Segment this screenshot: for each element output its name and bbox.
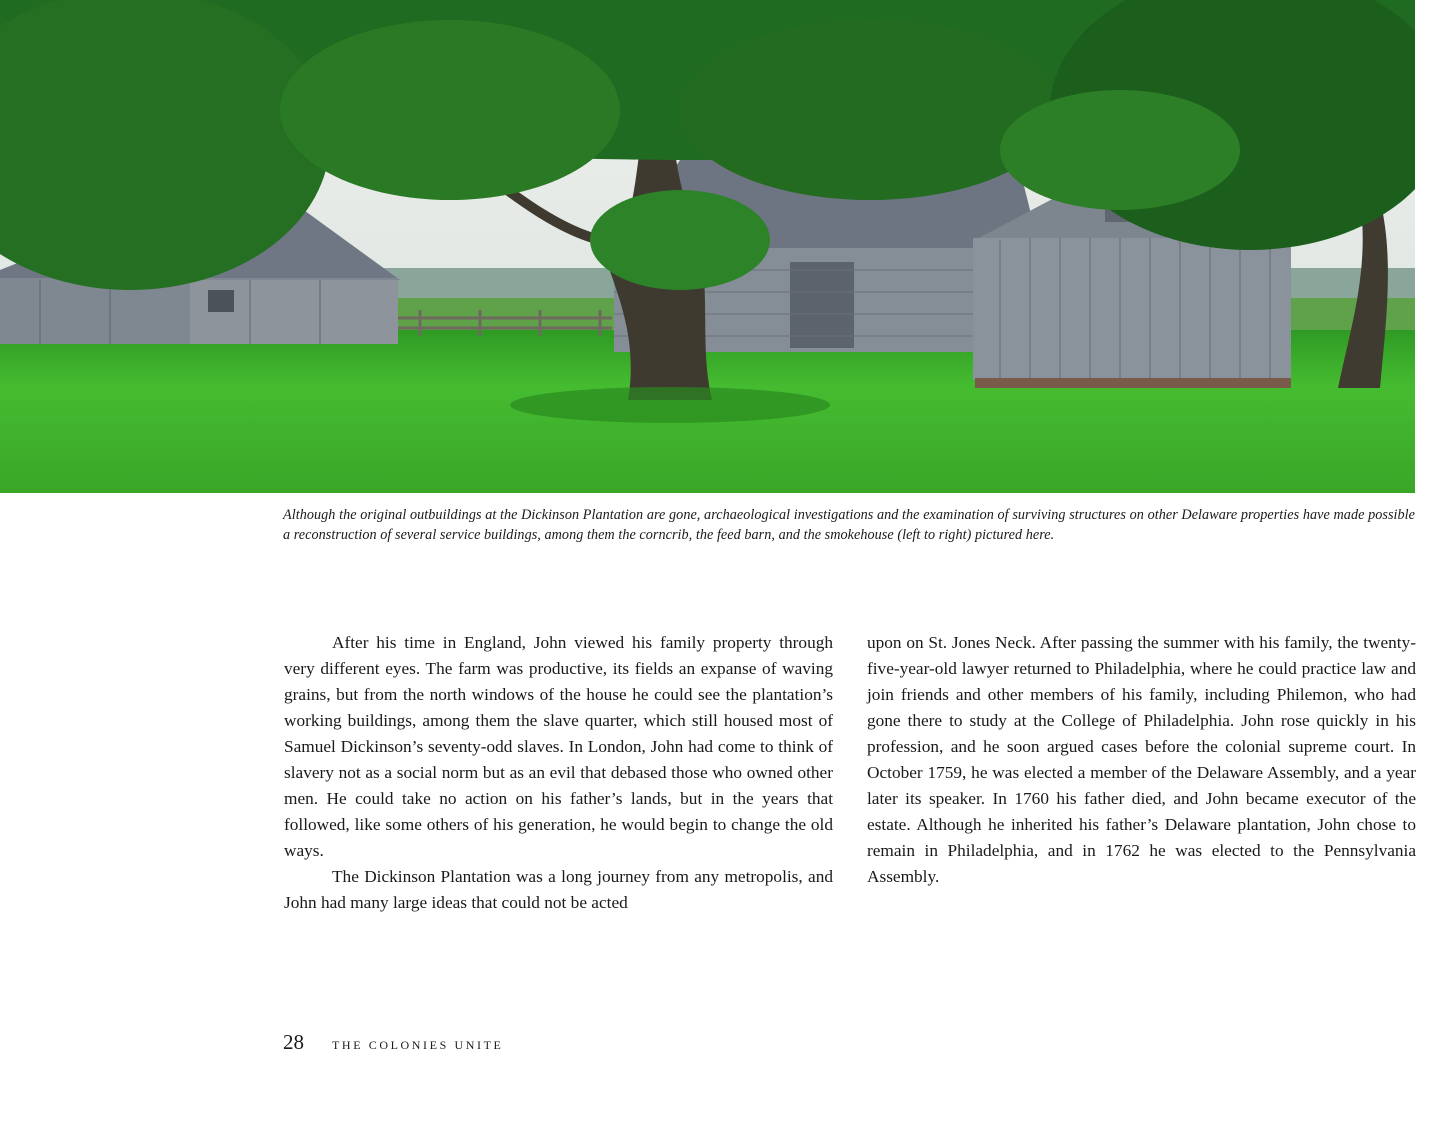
- paragraph: The Dickinson Plantation was a long journey from any metropolis, and John had many large ideas that could not be acted: [284, 867, 833, 912]
- plantation-photo: [0, 0, 1415, 493]
- caption-text: Although the original outbuildings at the Dickinson Plantation are gone, archaeological investigations and the examination of surviving structures on other Delaware properties have made possible a reconstruction of several service buildings, among them the corncrib, the feed barn, and the smokehouse (left to right) pictured here.: [283, 507, 1415, 543]
- page-footer: [283, 1030, 503, 1055]
- paragraph: After his time in England, John viewed his family property through very different eyes. The farm was productive, its fields an expanse of waving grains, but from the north windows of the house he could see the plantation’s working buildings, among them the slave quarter, which still housed most of Samuel Dickinson’s seventy-odd slaves. In London, John had come to think of slavery not as a social norm but as an evil that debased those who owned other men. He could take no action on his father’s lands, but in the years that followed, like some others of his generation, he would begin to change the old ways.: [284, 633, 833, 860]
- body-column-left: [284, 630, 833, 916]
- tree-shadow: [510, 387, 830, 423]
- page-number: 28: [283, 1030, 304, 1054]
- body-column-right: [867, 630, 1416, 890]
- photo-caption: [283, 505, 1415, 545]
- running-head: THE COLONIES UNITE: [332, 1038, 504, 1052]
- paragraph-continued: upon on St. Jones Neck. After passing the summer with his family, the twenty-five-year-old lawyer returned to Philadelphia, where he could practice law and join friends and other members of his family, including Philemon, who had gone there to study at the College of Philadelphia. John rose quickly in his profession, and he soon argued cases before the colonial supreme court. In October 1759, he was elected a member of the Delaware Assembly, and a year later its speaker. In 1760 his father died, and John became executor of the estate. Although he inherited his father’s Delaware plantation, John chose to remain in Philadelphia, and in 1762 he was elected to the Pennsylvania Assembly.: [867, 633, 1416, 886]
